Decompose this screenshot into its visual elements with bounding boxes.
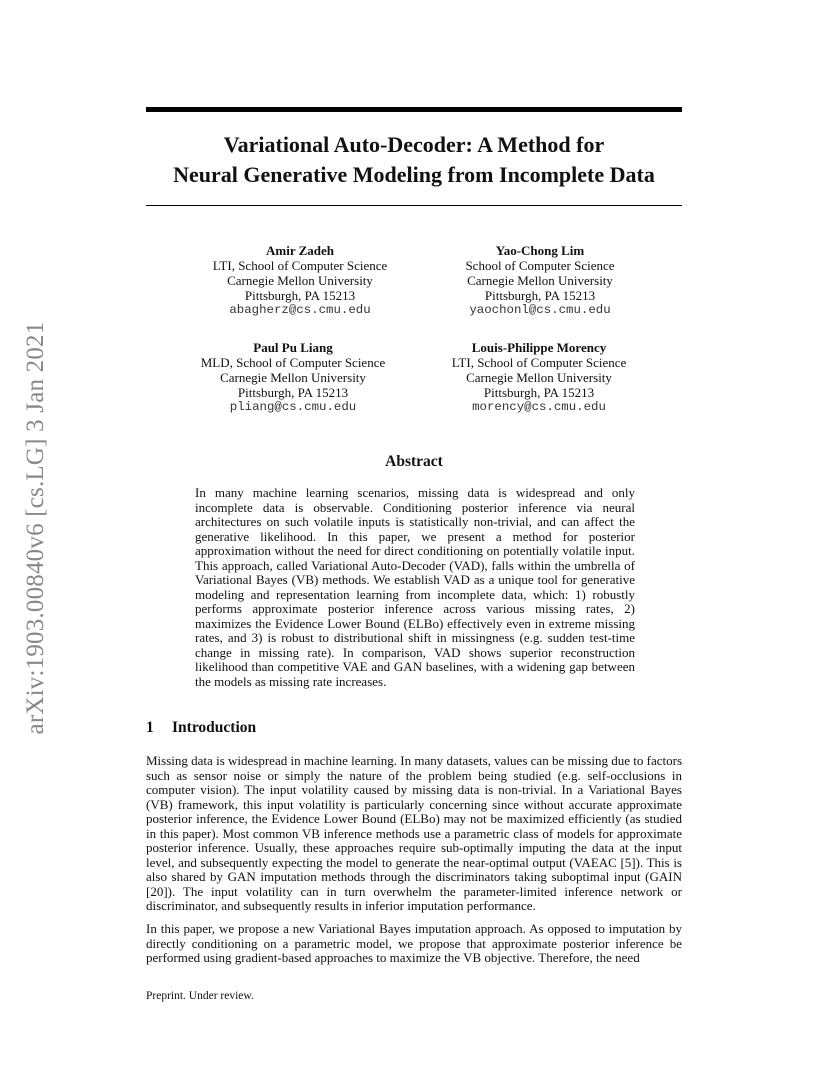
paper-title (146, 130, 682, 190)
arxiv-identifier-text: arXiv:1903.00840v6 [cs.LG] 3 Jan 2021 (22, 321, 49, 735)
author-address: Pittsburgh, PA 15213 (237, 385, 349, 400)
author-email[interactable]: yaochonl@cs.cmu.edu (469, 303, 611, 317)
preprint-footer: Preprint. Under review. (146, 990, 254, 1002)
paper-title-line-1: Variational Auto-Decoder: A Method for (223, 132, 605, 157)
author-name: Paul Pu Liang (253, 340, 333, 355)
paper-title-line-2: Neural Generative Modeling from Incomplete Data (173, 162, 655, 187)
author-affiliation: LTI, School of Computer Science (451, 355, 627, 370)
abstract-body: In many machine learning scenarios, missing data is widespread and only incomplete data is observable. Conditioning posterior inference via neural architectures on such volatile inputs is statistically non-trivial, and can affect the generative likelihood. In this paper, we present a method for posterior approximation without the need for direct conditioning on potentially volatile input. This approach, called Variational Auto-Decoder (VAD), falls within the umbrella of Variational Bayes (VB) methods. We establish VAD as a unique tool for generative modeling and representation learning from incomplete data, which: 1) robustly performs approximate posterior inference across various missing rates, 2) maximizes the Evidence Lower Bound (ELBo) effectively even in extreme missing rates, and 3) is robust to distributional shift in missingness (e.g. sudden test-time change in missing rate). In comparison, VAD shows superior reconstruction likelihood than competitive VAE and GAN baselines, with a widening gap between the models as missing rate increases. (195, 485, 635, 689)
section-title: Introduction (172, 719, 257, 736)
author-institution: Carnegie Mellon University (227, 273, 373, 288)
introduction-paragraph-2: In this paper, we propose a new Variational Bayes imputation approach. As opposed to imputation by directly conditioning on a parametric model, we propose that approximate posterior inference be performed using gradient-based approaches to maximize the VB objective. Therefore, the need (146, 921, 682, 965)
author-block (170, 243, 430, 318)
author-block (410, 243, 670, 318)
author-affiliation: MLD, School of Computer Science (200, 355, 386, 370)
introduction-paragraph-1: Missing data is widespread in machine learning. In many datasets, values can be missing due to factors such as sensor noise or simply the nature of the problem being studied (e.g. self-occlusions in computer vision). The input volatility caused by missing data is non-trivial. In a Variational Bayes (VB) framework, this input volatility is particularly concerning since without accurate approximate posterior inference, the Evidence Lower Bound (ELBo) may not be maximized efficiently (as studied in this paper). Most common VB inference methods use a parametric class of models for approximate posterior inference. Usually, these approaches require sub-optimally imputing the data at the input level, and subsequently expecting the model to generate the near-optimal output (VAEAC [5]). This is also shared by GAN imputation methods through the discriminators taking suboptimal input (GAIN [20]). The input volatility can in turn overwhelm the parameter-limited inference network or discriminator, and subsequently results in inferior imputation performance. (146, 753, 682, 913)
author-email[interactable]: abagherz@cs.cmu.edu (229, 303, 371, 317)
author-address: Pittsburgh, PA 15213 (483, 385, 595, 400)
author-institution: Carnegie Mellon University (220, 370, 366, 385)
author-block (409, 340, 669, 415)
author-address: Pittsburgh, PA 15213 (484, 288, 596, 303)
author-affiliation: School of Computer Science (465, 258, 615, 273)
section-heading-introduction (146, 719, 256, 737)
author-name: Louis-Philippe Morency (471, 340, 607, 355)
author-email[interactable]: pliang@cs.cmu.edu (229, 400, 357, 414)
abstract-heading: Abstract (385, 453, 443, 470)
author-institution: Carnegie Mellon University (467, 273, 613, 288)
author-affiliation: LTI, School of Computer Science (212, 258, 388, 273)
author-name: Yao-Chong Lim (495, 243, 585, 258)
author-block (163, 340, 423, 415)
author-name: Amir Zadeh (265, 243, 334, 258)
author-address: Pittsburgh, PA 15213 (244, 288, 356, 303)
title-bottom-rule (146, 205, 682, 206)
section-number: 1 (146, 719, 154, 736)
title-top-rule (146, 107, 682, 112)
author-email[interactable]: morency@cs.cmu.edu (472, 400, 606, 414)
author-institution: Carnegie Mellon University (466, 370, 612, 385)
